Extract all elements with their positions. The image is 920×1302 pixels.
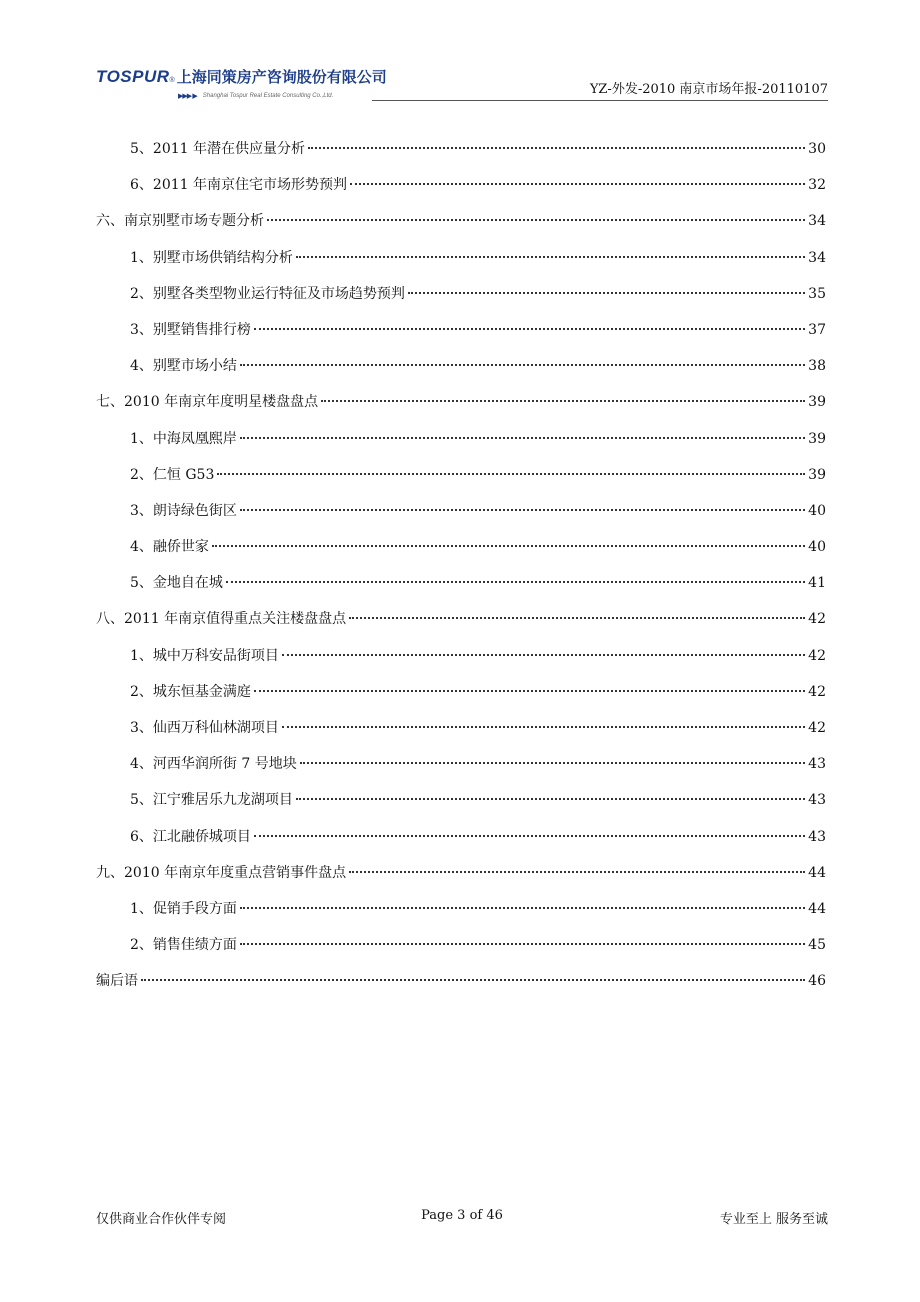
toc-entry-title: 八、2011 年南京值得重点关注楼盘盘点	[96, 611, 347, 628]
logo-brand: TOSPUR	[96, 67, 170, 86]
toc-entry-page: 46	[808, 973, 826, 990]
toc-entry-title: 5、2011 年潜在供应量分析	[130, 141, 305, 157]
toc-entry-title: 5、金地自在城	[130, 575, 223, 592]
toc-entry[interactable]	[96, 247, 826, 283]
company-logo	[96, 66, 387, 87]
toc-dot-leader	[267, 219, 805, 221]
toc-entry-title: 4、融侨世家	[130, 539, 209, 556]
toc-dot-leader	[408, 292, 805, 294]
toc-dot-leader	[321, 400, 805, 402]
toc-entry-title: 5、江宁雅居乐九龙湖项目	[130, 792, 293, 809]
toc-entry-page: 35	[808, 285, 826, 302]
toc-entry-title: 六、南京别墅市场专题分析	[96, 213, 264, 230]
toc-entry[interactable]	[96, 681, 826, 717]
toc-dot-leader	[240, 509, 805, 511]
toc-dot-leader	[240, 437, 805, 439]
toc-entry[interactable]	[96, 283, 826, 319]
toc-dot-leader	[240, 364, 805, 366]
toc-dot-leader	[350, 183, 805, 185]
table-of-contents	[96, 138, 826, 1007]
footer-slogan: 专业至上 服务至诚	[719, 1212, 828, 1227]
toc-entry-page: 43	[808, 792, 826, 809]
toc-entry-page: 40	[808, 539, 826, 556]
toc-entry-page: 42	[808, 647, 826, 664]
toc-entry[interactable]	[96, 355, 826, 391]
logo-registered-mark: ®	[169, 77, 175, 84]
toc-entry-page: 40	[808, 502, 826, 519]
toc-entry-title: 2、销售佳绩方面	[130, 937, 237, 954]
toc-entry-page: 42	[808, 683, 826, 700]
toc-dot-leader	[141, 979, 805, 981]
toc-dot-leader	[308, 147, 805, 149]
toc-entry-title: 4、河西华润所街 7 号地块	[130, 756, 297, 773]
toc-dot-leader	[296, 798, 805, 800]
toc-entry-title: 2、仁恒 G53	[130, 466, 215, 483]
toc-entry[interactable]	[96, 572, 826, 608]
toc-entry-page: 30	[808, 141, 826, 157]
toc-entry[interactable]	[96, 862, 826, 898]
toc-entry-page: 43	[808, 828, 826, 845]
toc-dot-leader	[254, 328, 805, 330]
toc-entry[interactable]	[96, 174, 826, 210]
toc-dot-leader	[282, 726, 805, 728]
toc-entry-page: 41	[808, 575, 826, 592]
toc-dot-leader	[226, 581, 805, 583]
toc-entry-page: 39	[808, 394, 826, 411]
toc-entry[interactable]	[96, 319, 826, 355]
toc-entry-title: 2、别墅各类型物业运行特征及市场趋势预判	[130, 285, 405, 302]
toc-entry-title: 3、朗诗绿色街区	[130, 502, 237, 519]
toc-dot-leader	[254, 690, 805, 692]
toc-entry[interactable]	[96, 210, 826, 246]
toc-entry-page: 44	[808, 864, 826, 881]
toc-entry-title: 3、仙西万科仙林湖项目	[130, 720, 279, 736]
toc-entry-title: 九、2010 年南京年度重点营销事件盘点	[96, 864, 347, 881]
toc-entry-title: 3、别墅销售排行榜	[130, 321, 251, 338]
logo-english-name: Shanghai Tospur Real Estate Consulting Co.,Ltd.	[202, 93, 334, 99]
toc-entry-page: 44	[808, 900, 826, 917]
toc-entry-title: 6、2011 年南京住宅市场形势预判	[130, 177, 347, 194]
toc-entry[interactable]	[96, 898, 826, 934]
toc-dot-leader	[282, 654, 805, 656]
toc-entry-page: 45	[808, 937, 826, 954]
logo-subline	[178, 92, 333, 100]
toc-entry-title: 2、城东恒基金满庭	[130, 683, 251, 700]
toc-entry[interactable]	[96, 500, 826, 536]
toc-dot-leader	[212, 545, 805, 547]
toc-dot-leader	[240, 943, 805, 945]
toc-entry[interactable]	[96, 536, 826, 572]
header-divider	[372, 100, 828, 101]
toc-dot-leader	[349, 871, 805, 873]
toc-entry-title: 编后语	[96, 973, 138, 990]
toc-entry[interactable]	[96, 645, 826, 681]
toc-dot-leader	[240, 907, 805, 909]
toc-dot-leader	[296, 256, 805, 258]
toc-dot-leader	[349, 617, 805, 619]
toc-entry-title: 1、城中万科安品街项目	[130, 647, 279, 664]
document-reference: YZ-外发-2010 南京市场年报-20110107	[589, 82, 828, 97]
toc-entry-page: 34	[808, 213, 826, 230]
toc-entry-page: 42	[808, 611, 826, 628]
toc-entry-page: 43	[808, 756, 826, 773]
toc-entry[interactable]	[96, 753, 826, 789]
toc-entry-title: 1、促销手段方面	[130, 900, 237, 917]
toc-entry-title: 七、2010 年南京年度明星楼盘盘点	[96, 394, 319, 411]
toc-dot-leader	[300, 762, 805, 764]
toc-entry-page: 39	[808, 466, 826, 483]
toc-entry[interactable]	[96, 789, 826, 825]
toc-entry-page: 37	[808, 321, 826, 338]
toc-entry-title: 4、别墅市场小结	[130, 358, 237, 375]
toc-entry[interactable]	[96, 934, 826, 970]
toc-entry-title: 6、江北融侨城项目	[130, 828, 251, 845]
toc-dot-leader	[217, 473, 805, 475]
page-number: Page 3 of 46	[421, 1208, 503, 1223]
footer-confidential-note: 仅供商业合作伙伴专阅	[96, 1212, 227, 1227]
arrows-icon: ▶▶▶ ▶	[178, 92, 197, 100]
toc-entry[interactable]	[96, 464, 826, 500]
toc-entry-page: 32	[808, 177, 826, 194]
logo-company-name: 上海同策房产咨询股份有限公司	[176, 69, 387, 86]
toc-entry-page: 38	[808, 358, 826, 375]
toc-entry[interactable]	[96, 138, 826, 174]
toc-entry[interactable]	[96, 391, 826, 427]
toc-entry-page: 42	[808, 720, 826, 736]
toc-entry-page: 39	[808, 430, 826, 447]
toc-dot-leader	[254, 835, 805, 837]
toc-entry-title: 1、中海凤凰熙岸	[130, 430, 237, 447]
toc-entry[interactable]	[96, 428, 826, 464]
page-header	[96, 64, 828, 104]
toc-entry-title: 1、别墅市场供销结构分析	[130, 249, 293, 266]
toc-entry[interactable]	[96, 970, 826, 1006]
toc-entry[interactable]	[96, 717, 826, 753]
toc-entry[interactable]	[96, 608, 826, 644]
toc-entry-page: 34	[808, 249, 826, 266]
toc-entry[interactable]	[96, 826, 826, 862]
